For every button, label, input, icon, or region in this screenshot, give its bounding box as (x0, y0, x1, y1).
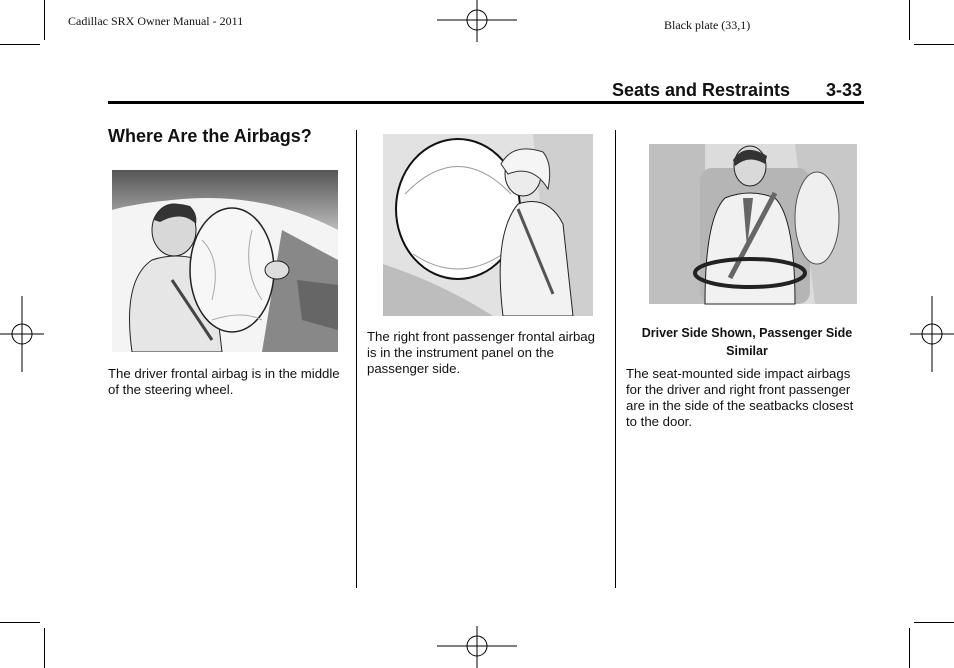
passenger-frontal-airbag-illustration (383, 134, 593, 316)
passenger-airbag-text: The right front passenger frontal airbag is in the instrument panel on the passenger side. (367, 329, 595, 376)
section-title: Seats and Restraints (612, 80, 791, 100)
page-number: 3-33 (826, 80, 863, 100)
manual-title: Cadillac SRX Owner Manual - 2011 (68, 14, 244, 28)
registration-mark-top (437, 0, 517, 42)
registration-mark-left (0, 296, 44, 372)
registration-mark-bottom (437, 626, 517, 668)
column-divider (356, 130, 357, 588)
column-divider (615, 130, 616, 588)
plate-label: Black plate (33,1) (664, 18, 751, 32)
driver-airbag-text: The driver frontal airbag is in the middle of the steering wheel. (108, 366, 340, 397)
side-airbag-text: The seat-mounted side impact airbags for the driver and right front passenger are in the side of the seatbacks closest to the door. (626, 366, 854, 429)
page-heading: Where Are the Airbags? (108, 126, 312, 146)
figure-caption: Driver Side Shown, Passenger Side Similar (641, 326, 853, 358)
seat-side-airbag-illustration (645, 138, 861, 308)
driver-frontal-airbag-illustration (112, 170, 338, 352)
registration-mark-right (910, 296, 954, 372)
header-rule (108, 101, 864, 104)
